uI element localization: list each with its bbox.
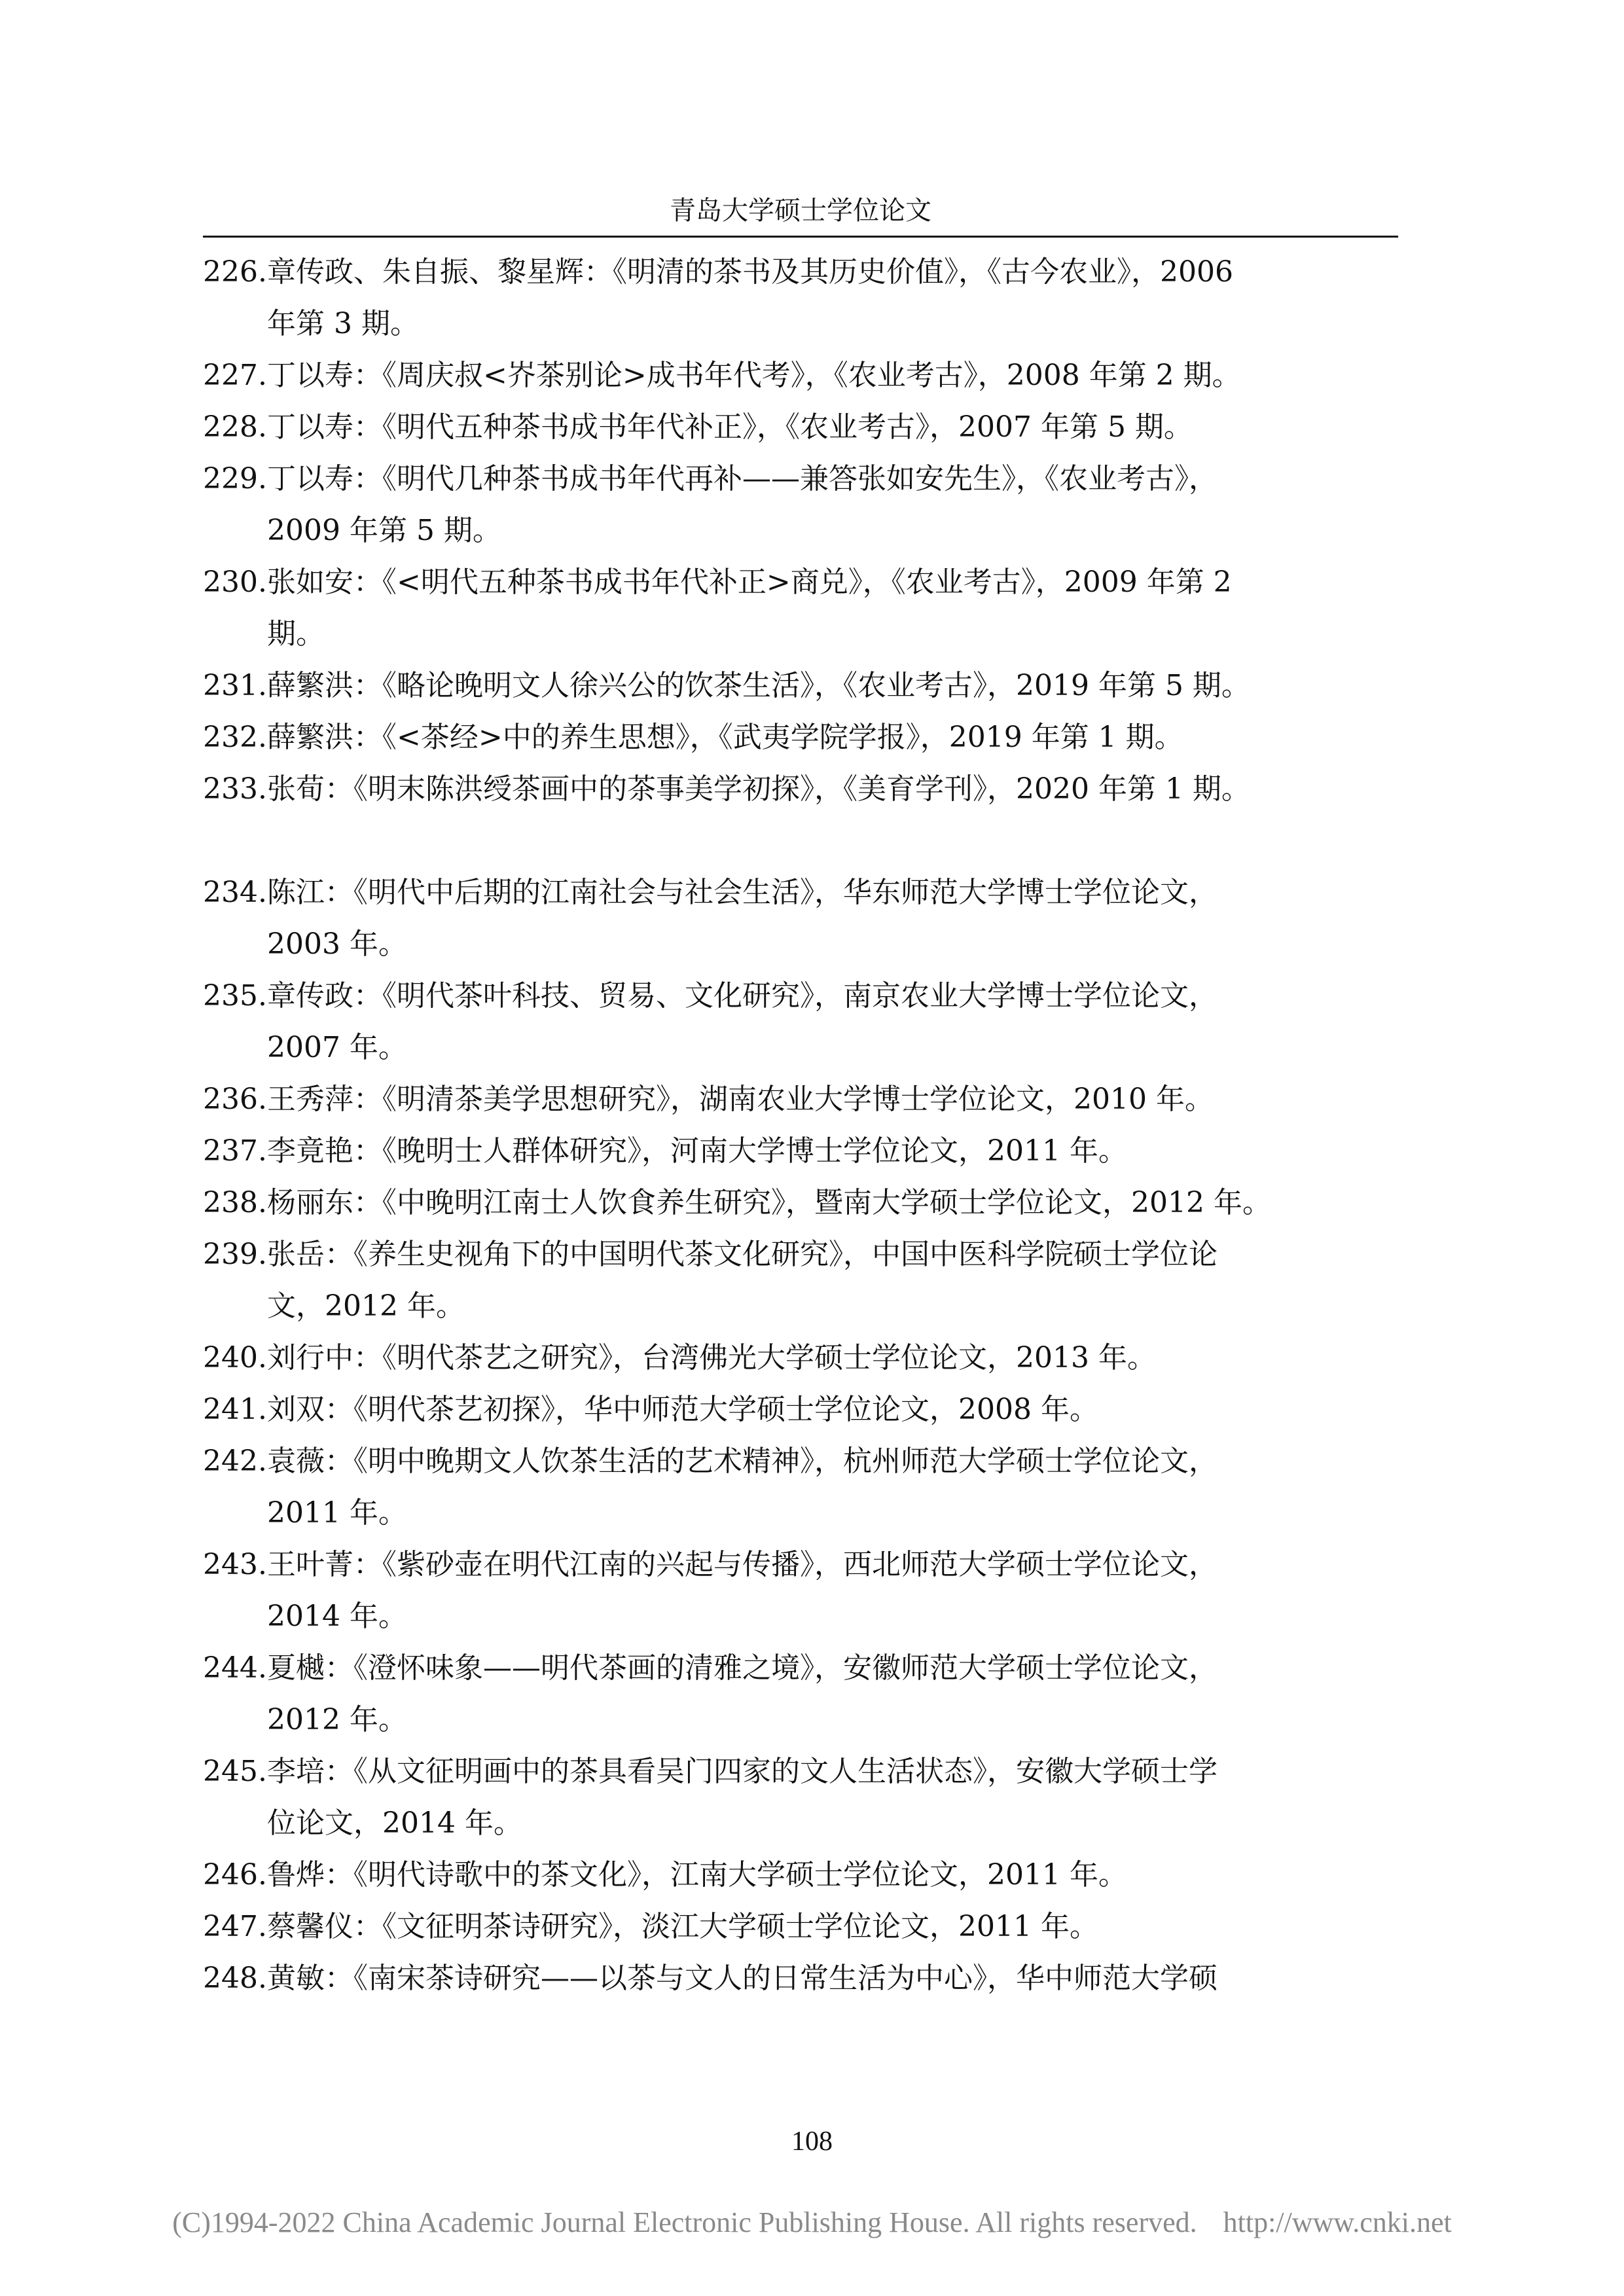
reference-number: 230. <box>203 565 267 599</box>
reference-number: 227. <box>203 359 267 392</box>
reference-text: 丁以寿：《明代几种茶书成书年代再补——兼答张如安先生》，《农业考古》， <box>267 462 1218 495</box>
reference-entry <box>203 1642 1398 1746</box>
reference-text: 刘双：《明代茶艺初探》，华中师范大学硕士学位论文，2008 年。 <box>267 1393 1098 1426</box>
reference-number: 231. <box>203 669 267 702</box>
reference-text-continued: 2007 年。 <box>267 1031 407 1064</box>
page-number: 108 <box>791 2126 833 2157</box>
reference-text: 张岳：《养生史视角下的中国明代茶文化研究》，中国中医科学院硕士学位论 <box>267 1238 1218 1271</box>
reference-number: 239. <box>203 1238 267 1271</box>
reference-number: 240. <box>203 1341 267 1374</box>
reference-text-continued: 期。 <box>267 617 325 651</box>
reference-entry <box>203 763 1398 815</box>
reference-list <box>203 246 1398 2004</box>
reference-entry <box>203 246 1398 350</box>
reference-number: 228. <box>203 410 267 444</box>
reference-entry <box>203 556 1398 660</box>
reference-text: 袁薇：《明中晚期文人饮茶生活的艺术精神》，杭州师范大学硕士学位论文， <box>267 1444 1218 1478</box>
reference-entry <box>203 1229 1398 1332</box>
reference-number: 237. <box>203 1134 267 1168</box>
reference-text: 薛繁洪：《<茶经>中的养生思想》，《武夷学院学报》，2019 年第 1 期。 <box>267 721 1183 754</box>
reference-text: 张荀：《明末陈洪绶茶画中的茶事美学初探》，《美育学刊》，2020 年第 1 期。 <box>267 772 1250 806</box>
reference-entry <box>203 1952 1398 2004</box>
reference-text: 丁以寿：《周庆叔<岕茶别论>成书年代考》，《农业考古》，2008 年第 2 期。 <box>267 359 1241 392</box>
reference-number: 229. <box>203 462 267 495</box>
reference-entry <box>203 1746 1398 1849</box>
reference-text: 黄敏：《南宋茶诗研究——以茶与文人的日常生活为中心》，华中师范大学硕 <box>267 1962 1218 1995</box>
reference-text: 刘行中：《明代茶艺之研究》，台湾佛光大学硕士学位论文，2013 年。 <box>267 1341 1156 1374</box>
reference-text: 李培：《从文征明画中的茶具看吴门四家的文人生活状态》，安徽大学硕士学 <box>267 1755 1218 1788</box>
reference-text: 王叶菁：《紫砂壶在明代江南的兴起与传播》，西北师范大学硕士学位论文， <box>267 1548 1218 1581</box>
reference-entry <box>203 401 1398 453</box>
reference-number: 235. <box>203 979 267 1013</box>
reference-entry <box>203 1073 1398 1125</box>
reference-number: 234. <box>203 876 267 909</box>
reference-text: 章传政：《明代茶叶科技、贸易、文化研究》，南京农业大学博士学位论文， <box>267 979 1218 1013</box>
copyright-footer <box>0 2206 1624 2239</box>
reference-number: 248. <box>203 1962 267 1995</box>
reference-entry <box>203 1435 1398 1539</box>
reference-number: 232. <box>203 721 267 754</box>
reference-text-continued: 2003 年。 <box>267 927 407 961</box>
reference-number: 246. <box>203 1858 267 1892</box>
reference-text: 章传政、朱自振、黎星辉：《明清的茶书及其历史价值》，《古今农业》，2006 <box>267 255 1233 289</box>
reference-number: 244. <box>203 1651 267 1685</box>
running-header: 青岛大学硕士学位论文 <box>670 196 931 226</box>
reference-text: 薛繁洪：《略论晚明文人徐兴公的饮茶生活》，《农业考古》，2019 年第 5 期。 <box>267 669 1250 702</box>
reference-entry <box>203 1177 1398 1229</box>
reference-text: 蔡馨仪：《文征明茶诗研究》，淡江大学硕士学位论文，2011 年。 <box>267 1910 1098 1943</box>
reference-text: 杨丽东：《中晚明江南士人饮食养生研究》，暨南大学硕士学位论文，2012 年。 <box>267 1186 1271 1219</box>
reference-number: 247. <box>203 1910 267 1943</box>
header-rule <box>203 236 1398 238</box>
reference-text: 陈江：《明代中后期的江南社会与社会生活》，华东师范大学博士学位论文， <box>267 876 1218 909</box>
reference-text: 丁以寿：《明代五种茶书成书年代补正》，《农业考古》，2007 年第 5 期。 <box>267 410 1193 444</box>
reference-number: 233. <box>203 772 267 806</box>
reference-text-continued: 2012 年。 <box>267 1703 407 1736</box>
reference-text-continued: 2011 年。 <box>267 1496 407 1530</box>
reference-number: 242. <box>203 1444 267 1478</box>
reference-entry <box>203 350 1398 401</box>
reference-entry <box>203 867 1398 970</box>
reference-text: 夏樾：《澄怀味象——明代茶画的清雅之境》，安徽师范大学硕士学位论文， <box>267 1651 1218 1685</box>
reference-text: 李竟艳：《晚明士人群体研究》，河南大学博士学位论文，2011 年。 <box>267 1134 1127 1168</box>
reference-entry <box>203 1125 1398 1177</box>
reference-text: 鲁烨：《明代诗歌中的茶文化》，江南大学硕士学位论文，2011 年。 <box>267 1858 1127 1892</box>
reference-text-continued: 2009 年第 5 期。 <box>267 514 501 547</box>
copyright-text: (C)1994-2022 China Academic Journal Electronic Publishing House. All rights reserved. <box>172 2206 1197 2238</box>
reference-number: 238. <box>203 1186 267 1219</box>
reference-text-continued: 位论文，2014 年。 <box>267 1806 522 1840</box>
reference-text: 王秀萍：《明清茶美学思想研究》，湖南农业大学博士学位论文，2010 年。 <box>267 1083 1214 1116</box>
reference-entry <box>203 1539 1398 1642</box>
reference-entry <box>203 711 1398 763</box>
reference-text-continued: 文，2012 年。 <box>267 1289 465 1323</box>
reference-number: 241. <box>203 1393 267 1426</box>
reference-entry <box>203 1901 1398 1952</box>
reference-entry <box>203 660 1398 711</box>
reference-entry <box>203 1849 1398 1901</box>
footer-url: http://www.cnki.net <box>1223 2206 1452 2238</box>
reference-number: 226. <box>203 255 267 289</box>
reference-entry <box>203 1332 1398 1384</box>
reference-entry <box>203 453 1398 556</box>
reference-text: 张如安：《<明代五种茶书成书年代补正>商兑》，《农业考古》，2009 年第 2 <box>267 565 1232 599</box>
reference-number: 243. <box>203 1548 267 1581</box>
reference-text-continued: 2014 年。 <box>267 1600 407 1633</box>
reference-text-continued: 年第 3 期。 <box>267 307 419 340</box>
section-gap <box>203 815 1398 867</box>
reference-number: 245. <box>203 1755 267 1788</box>
reference-entry <box>203 970 1398 1073</box>
reference-number: 236. <box>203 1083 267 1116</box>
reference-entry <box>203 1384 1398 1435</box>
